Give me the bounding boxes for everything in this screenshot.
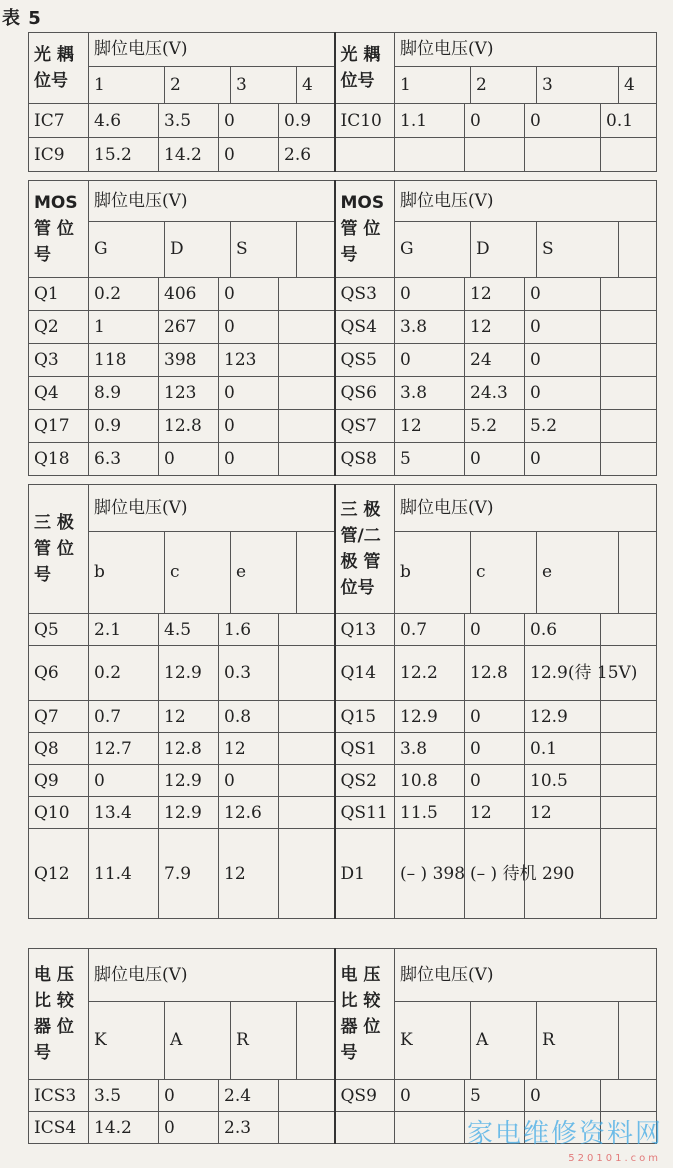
- table-row: [29, 104, 657, 138]
- voltage-cell: 12.9: [159, 765, 219, 797]
- voltage-cell: [601, 344, 657, 377]
- component-id: QS3: [335, 278, 395, 311]
- voltage-cell: 3.8: [395, 733, 465, 765]
- voltage-cell: 24: [465, 344, 525, 377]
- component-id: QS6: [335, 377, 395, 410]
- voltage-cell: 123: [159, 377, 219, 410]
- component-id: Q6: [29, 646, 89, 701]
- component-id: Q10: [29, 797, 89, 829]
- voltage-cell: 0.3: [219, 646, 279, 701]
- voltage-cell: 12: [465, 311, 525, 344]
- voltage-cell: 0: [219, 377, 279, 410]
- voltage-cell: 0.8: [219, 701, 279, 733]
- voltage-cell: 0: [159, 1112, 219, 1144]
- pin-label: [297, 1002, 302, 1079]
- table-row: [29, 733, 657, 765]
- voltage-cell: 12: [219, 733, 279, 765]
- voltage-cell: 12.9: [159, 797, 219, 829]
- component-id: Q9: [29, 765, 89, 797]
- table-row: [29, 646, 657, 701]
- component-id-header: 光 耦 位号: [335, 33, 395, 104]
- voltage-cell: 12: [219, 829, 279, 919]
- component-id-header: 电 压 比 较 器 位 号: [29, 949, 89, 1080]
- pin-label: c: [471, 532, 537, 613]
- voltage-cell: 5: [465, 1080, 525, 1112]
- voltage-cell: 0.1: [601, 104, 657, 138]
- voltage-cell: 24.3: [465, 377, 525, 410]
- voltage-cell: 0: [219, 138, 279, 172]
- voltage-cell: 13.4: [89, 797, 159, 829]
- voltage-cell: 5.2: [465, 410, 525, 443]
- voltage-cell: [279, 311, 335, 344]
- voltage-cell: 1.1: [395, 104, 465, 138]
- table-row: [29, 311, 657, 344]
- component-id: Q13: [335, 614, 395, 646]
- voltage-cell: 2.4: [219, 1080, 279, 1112]
- component-id: Q8: [29, 733, 89, 765]
- voltage-header: 脚位电压(V): [89, 949, 334, 1002]
- voltage-cell: 0.6: [525, 614, 601, 646]
- voltage-cell: 2.3: [219, 1112, 279, 1144]
- table-header-row: [29, 181, 657, 278]
- voltage-cell: 12.8: [465, 646, 525, 701]
- table-row: [29, 377, 657, 410]
- component-id-header: 三 极 管/二 极 管 位号: [335, 485, 395, 614]
- voltage-cell: [279, 278, 335, 311]
- pin-label: [297, 532, 302, 613]
- component-id: D1: [335, 829, 395, 919]
- voltage-cell: 0: [219, 443, 279, 476]
- voltage-cell: [279, 733, 335, 765]
- voltage-cell: 0.9: [279, 104, 335, 138]
- voltage-cell: 0.2: [89, 278, 159, 311]
- voltage-cell: 2.6: [279, 138, 335, 172]
- voltage-cell: [395, 1112, 465, 1144]
- component-id: Q14: [335, 646, 395, 701]
- table-row: [29, 344, 657, 377]
- voltage-cell: 1: [89, 311, 159, 344]
- voltage-cell: [601, 765, 657, 797]
- voltage-cell: 12.9(待 15V): [525, 646, 601, 701]
- component-id: QS5: [335, 344, 395, 377]
- component-id-header: 电 压 比 较 器 位 号: [335, 949, 395, 1080]
- voltage-cell: [601, 377, 657, 410]
- watermark-url: 520101.com: [568, 1153, 661, 1164]
- voltage-cell: 0: [525, 344, 601, 377]
- voltage-cell: [279, 377, 335, 410]
- transistor-table: [28, 484, 657, 919]
- component-id: Q12: [29, 829, 89, 919]
- voltage-cell: (– ) 398: [395, 829, 465, 919]
- voltage-cell: 12.8: [159, 410, 219, 443]
- table-row: [29, 443, 657, 476]
- voltage-cell: [601, 138, 657, 172]
- component-id: QS9: [335, 1080, 395, 1112]
- voltage-cell: 3.5: [159, 104, 219, 138]
- component-id-header: MOS 管 位 号: [335, 181, 395, 278]
- pin-label: R: [231, 1002, 297, 1079]
- table-row: [29, 829, 657, 919]
- pin-label: K: [89, 1002, 165, 1079]
- table-header-row: [29, 949, 657, 1080]
- component-id: Q18: [29, 443, 89, 476]
- voltage-cell: [601, 733, 657, 765]
- component-id: IC9: [29, 138, 89, 172]
- voltage-cell: 6.3: [89, 443, 159, 476]
- voltage-cell: 0: [525, 311, 601, 344]
- pin-label: c: [165, 532, 231, 613]
- component-id: Q2: [29, 311, 89, 344]
- pin-label: b: [89, 532, 165, 613]
- pin-label: 2: [165, 67, 231, 103]
- voltage-cell: [279, 443, 335, 476]
- table-row: [29, 701, 657, 733]
- table-row: [29, 138, 657, 172]
- voltage-cell: 0.7: [89, 701, 159, 733]
- voltage-cell: [279, 410, 335, 443]
- voltage-cell: 0: [525, 443, 601, 476]
- voltage-cell: 5: [395, 443, 465, 476]
- voltage-header: 脚位电压(V): [395, 485, 656, 532]
- optocoupler-table: [28, 32, 657, 172]
- table-row: [29, 278, 657, 311]
- pin-label: D: [165, 222, 231, 277]
- page-title: 表 5: [2, 8, 42, 29]
- component-id: ICS4: [29, 1112, 89, 1144]
- voltage-cell: [525, 138, 601, 172]
- voltage-cell: 0: [89, 765, 159, 797]
- pin-label: 1: [395, 67, 471, 103]
- component-id: [335, 1112, 395, 1144]
- voltage-cell: (– ) 待机 290: [465, 829, 525, 919]
- voltage-cell: 12: [525, 797, 601, 829]
- voltage-cell: 3.5: [89, 1080, 159, 1112]
- component-id: QS8: [335, 443, 395, 476]
- component-id: IC10: [335, 104, 395, 138]
- pin-label: K: [395, 1002, 471, 1079]
- voltage-cell: 12: [159, 701, 219, 733]
- component-id: QS4: [335, 311, 395, 344]
- voltage-header: 脚位电压(V): [395, 949, 656, 1002]
- voltage-cell: [279, 614, 335, 646]
- voltage-cell: 0: [525, 278, 601, 311]
- voltage-cell: 3.8: [395, 311, 465, 344]
- component-id: QS7: [335, 410, 395, 443]
- voltage-cell: [601, 410, 657, 443]
- voltage-cell: [279, 344, 335, 377]
- voltage-cell: 0: [219, 410, 279, 443]
- voltage-header: 脚位电压(V): [89, 33, 334, 67]
- voltage-cell: [279, 646, 335, 701]
- voltage-header: 脚位电压(V): [395, 33, 656, 67]
- voltage-cell: 267: [159, 311, 219, 344]
- voltage-cell: 0.1: [525, 733, 601, 765]
- mosfet-table: [28, 180, 657, 476]
- pin-label: G: [395, 222, 471, 277]
- voltage-cell: [279, 701, 335, 733]
- component-id: Q17: [29, 410, 89, 443]
- voltage-cell: 0: [465, 733, 525, 765]
- pin-label: A: [165, 1002, 231, 1079]
- component-id-header: MOS 管 位 号: [29, 181, 89, 278]
- pin-label: [297, 222, 302, 277]
- component-id: Q1: [29, 278, 89, 311]
- component-id: Q7: [29, 701, 89, 733]
- pin-label: b: [395, 532, 471, 613]
- voltage-header: 脚位电压(V): [89, 181, 334, 222]
- component-id: QS11: [335, 797, 395, 829]
- component-id: Q15: [335, 701, 395, 733]
- component-id: Q5: [29, 614, 89, 646]
- table-row: [29, 797, 657, 829]
- voltage-cell: 0.2: [89, 646, 159, 701]
- voltage-cell: 12: [465, 278, 525, 311]
- pin-label: 4: [624, 75, 635, 95]
- voltage-header: 脚位电压(V): [395, 181, 656, 222]
- voltage-cell: 4.6: [89, 104, 159, 138]
- voltage-cell: 0: [525, 104, 601, 138]
- component-id: ICS3: [29, 1080, 89, 1112]
- voltage-cell: [465, 138, 525, 172]
- pin-label: e: [231, 532, 297, 613]
- voltage-cell: 0: [525, 377, 601, 410]
- voltage-cell: 0: [465, 701, 525, 733]
- pin-label: 3: [231, 67, 297, 103]
- table-header-row: [29, 33, 657, 104]
- pin-label: [619, 532, 624, 613]
- voltage-cell: 11.5: [395, 797, 465, 829]
- voltage-cell: 4.5: [159, 614, 219, 646]
- voltage-cell: [279, 797, 335, 829]
- voltage-cell: 12: [395, 410, 465, 443]
- voltage-cell: [601, 278, 657, 311]
- voltage-cell: 0: [219, 104, 279, 138]
- component-id: QS2: [335, 765, 395, 797]
- voltage-cell: 0.9: [89, 410, 159, 443]
- voltage-cell: [601, 701, 657, 733]
- component-id-header: 三 极 管 位 号: [29, 485, 89, 614]
- voltage-cell: 406: [159, 278, 219, 311]
- voltage-cell: [279, 765, 335, 797]
- voltage-cell: 0: [525, 1080, 601, 1112]
- voltage-cell: 12.6: [219, 797, 279, 829]
- voltage-cell: 12: [465, 797, 525, 829]
- voltage-cell: 0: [159, 1080, 219, 1112]
- voltage-cell: 7.9: [159, 829, 219, 919]
- voltage-cell: [279, 829, 335, 919]
- voltage-cell: [395, 138, 465, 172]
- component-id: Q3: [29, 344, 89, 377]
- voltage-cell: [601, 443, 657, 476]
- table-row: [29, 765, 657, 797]
- component-id-header: 光 耦 位号: [29, 33, 89, 104]
- watermark-logo: 家电维修资料网: [466, 1119, 663, 1149]
- voltage-cell: [279, 1080, 335, 1112]
- voltage-cell: 8.9: [89, 377, 159, 410]
- voltage-cell: 1.6: [219, 614, 279, 646]
- component-id: QS1: [335, 733, 395, 765]
- voltage-cell: 0: [395, 1080, 465, 1112]
- voltage-cell: 0: [465, 104, 525, 138]
- voltage-cell: 3.8: [395, 377, 465, 410]
- voltage-cell: 0: [219, 311, 279, 344]
- table-row: [29, 410, 657, 443]
- voltage-cell: [601, 1080, 657, 1112]
- voltage-cell: [601, 797, 657, 829]
- component-id: [335, 138, 395, 172]
- voltage-cell: 0: [219, 278, 279, 311]
- voltage-cell: 14.2: [89, 1112, 159, 1144]
- voltage-cell: 12.7: [89, 733, 159, 765]
- voltage-cell: 118: [89, 344, 159, 377]
- voltage-cell: 10.5: [525, 765, 601, 797]
- voltage-cell: 14.2: [159, 138, 219, 172]
- voltage-cell: 10.8: [395, 765, 465, 797]
- voltage-cell: 0: [465, 614, 525, 646]
- voltage-cell: 11.4: [89, 829, 159, 919]
- pin-label: 2: [471, 67, 537, 103]
- table-header-row: [29, 485, 657, 614]
- pin-label: 4: [302, 75, 313, 95]
- pin-label: [619, 222, 624, 277]
- voltage-cell: 0.7: [395, 614, 465, 646]
- voltage-cell: 0: [395, 278, 465, 311]
- voltage-cell: 0: [159, 443, 219, 476]
- voltage-cell: 12.9: [395, 701, 465, 733]
- pin-label: G: [89, 222, 165, 277]
- pin-label: e: [537, 532, 619, 613]
- pin-label: 1: [89, 67, 165, 103]
- voltage-cell: 12.9: [159, 646, 219, 701]
- voltage-cell: 12.8: [159, 733, 219, 765]
- voltage-cell: [601, 829, 657, 919]
- pin-label: 3: [537, 67, 619, 103]
- voltage-header: 脚位电压(V): [89, 485, 334, 532]
- voltage-cell: 5.2: [525, 410, 601, 443]
- voltage-cell: 123: [219, 344, 279, 377]
- voltage-cell: 398: [159, 344, 219, 377]
- voltage-cell: 2.1: [89, 614, 159, 646]
- pin-label: S: [231, 222, 297, 277]
- component-id: Q4: [29, 377, 89, 410]
- voltage-cell: [601, 311, 657, 344]
- voltage-cell: 0: [465, 443, 525, 476]
- voltage-cell: [601, 614, 657, 646]
- voltage-cell: [279, 1112, 335, 1144]
- voltage-cell: 12.9: [525, 701, 601, 733]
- pin-label: A: [471, 1002, 537, 1079]
- voltage-cell: 0: [219, 765, 279, 797]
- table-row: [29, 1080, 657, 1112]
- pin-label: R: [537, 1002, 619, 1079]
- voltage-cell: 0: [395, 344, 465, 377]
- pin-label: S: [537, 222, 619, 277]
- voltage-cell: 0: [465, 765, 525, 797]
- pin-label: [619, 1002, 624, 1079]
- pin-label: D: [471, 222, 537, 277]
- voltage-cell: 12.2: [395, 646, 465, 701]
- voltage-cell: 15.2: [89, 138, 159, 172]
- component-id: IC7: [29, 104, 89, 138]
- table-row: [29, 614, 657, 646]
